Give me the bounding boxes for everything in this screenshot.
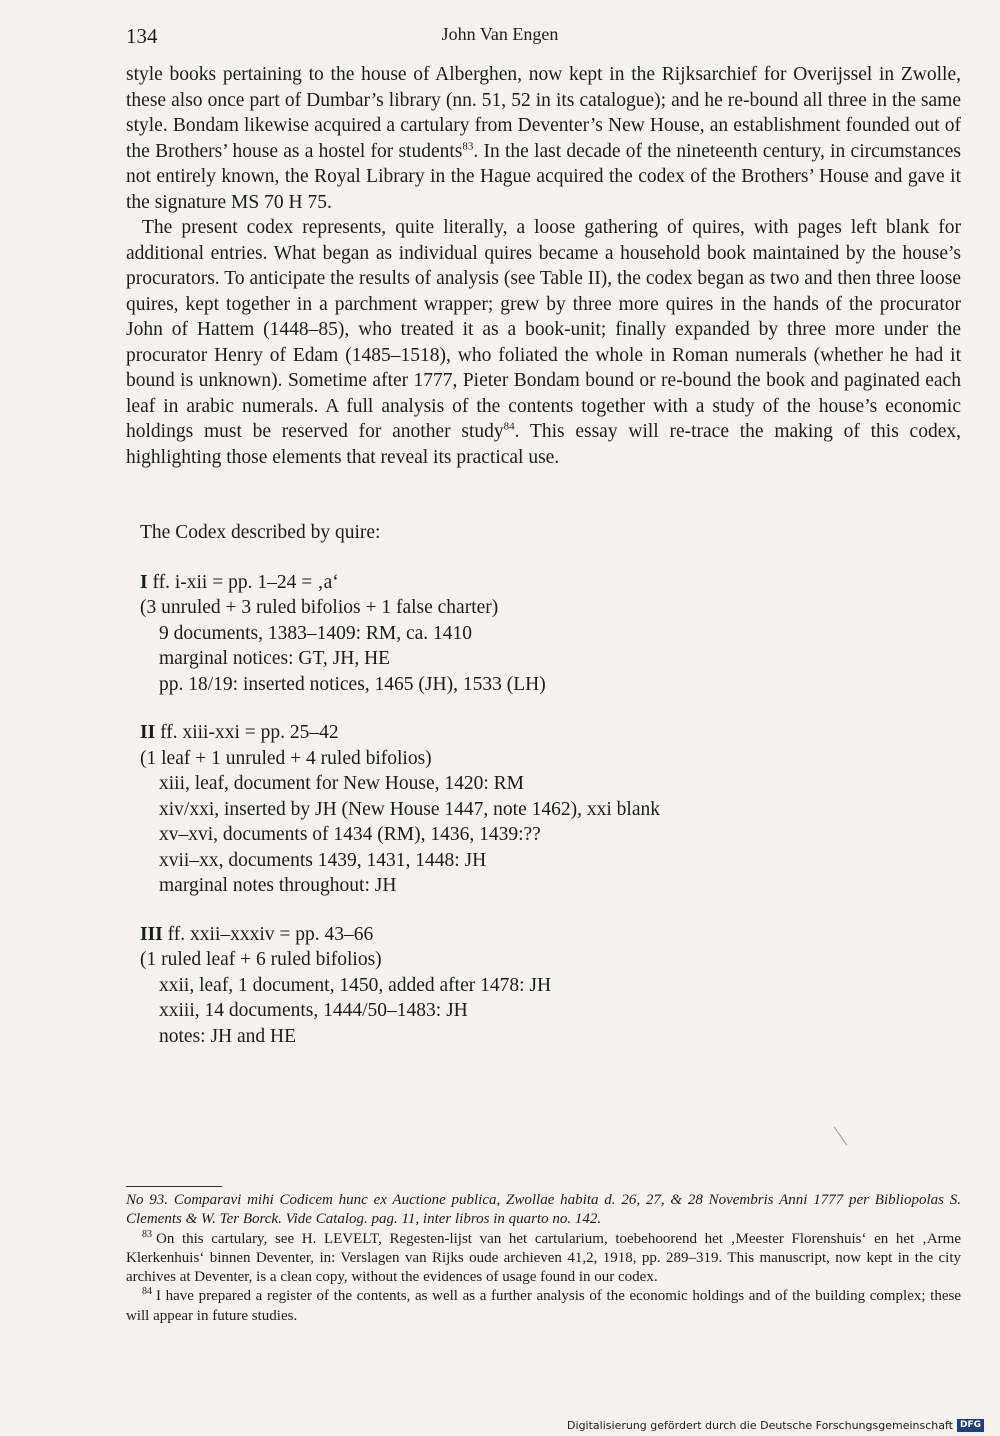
quire-numeral: III xyxy=(140,923,163,945)
quire-range: ff. xxii–xxxiv = pp. 43–66 xyxy=(162,923,374,945)
dfg-logo: DFG xyxy=(957,1419,984,1432)
quire-item: marginal notes throughout: JH xyxy=(159,875,397,896)
footnote-ref-83[interactable]: 83 xyxy=(462,140,474,152)
footnote-divider xyxy=(126,1186,222,1187)
footnote-number: 83 xyxy=(142,1228,152,1240)
quire-item: xxii, leaf, 1 document, 1450, added after 1478: JH xyxy=(159,974,552,996)
quire-1 xyxy=(140,570,940,698)
quire-numeral: II xyxy=(140,722,156,743)
quire-item: xvii–xx, documents 1439, 1431, 1448: JH xyxy=(159,849,487,871)
codex-description xyxy=(140,520,940,1072)
paragraph-1-text-a: style books pertaining to the house of Alberghen, now kept in the Rijksarchief for Overijssel in Zwolle, these also once part of Dumbar’s library (nn. 51, 52 in its catalogue); and he re-bound all three in the same style. Bondam likewise acquired a cartulary from Deventer’s New House, an establishment founded out of the Brothers’ house as a hostel for students xyxy=(126,64,961,162)
paragraph-2-text-b: . This essay will re-trace the making of this codex, highlighting those elements that reveal its practical use. xyxy=(126,421,961,468)
running-head: John Van Engen xyxy=(441,24,559,44)
footnote-84 xyxy=(126,1287,961,1326)
footnote-83 xyxy=(126,1230,961,1288)
quire-composition: (1 leaf + 1 unruled + 4 ruled bifolios) xyxy=(140,747,432,769)
digitization-credit xyxy=(567,1419,984,1432)
quire-item: 9 documents, 1383–1409: RM, ca. 1410 xyxy=(159,622,473,644)
quire-item: pp. 18/19: inserted notices, 1465 (JH), 1533 (LH) xyxy=(159,673,546,695)
footnote-text: I have prepared a register of the contents, as well as a further analysis of the economic holdings and of the building complex; these will appear in future studies. xyxy=(126,1288,961,1324)
quire-composition: (1 ruled leaf + 6 ruled bifolios) xyxy=(140,949,382,970)
quire-item: xv–xvi, documents of 1434 (RM), 1436, 1439:?? xyxy=(159,824,541,845)
paragraph-2-text-a: The present codex represents, quite literally, a loose gathering of quires, with pages left blank for additional entries. What began as individual quires became a household book maintained by the house’s procurators. To anticipate the results of analysis (see Table II), the codex began as two and then three loose quires, kept together in a parchment wrapper; grew by three more quires in the hands of the procurator John of Hattem (1448–85), who treated it as a book-unit; finally expanded by three more under the procurator Henry of Edam (1485–1518), who foliated the whole in Roman numerals (whether he had it bound is unknown). Sometime after 1777, Pieter Bondam bound or re-bound the book and paginated each leaf in arabic numerals. A full analysis of the contents together with a study of the house’s economic holdings must be reserved for another study xyxy=(126,217,961,442)
quire-range: ff. i-xii = pp. 1–24 = ‚a‘ xyxy=(147,571,339,593)
footnote-number: 84 xyxy=(142,1286,152,1298)
footnote-ref-84[interactable]: 84 xyxy=(503,420,515,433)
quire-item: xiii, leaf, document for New House, 1420: RM xyxy=(159,773,525,794)
quire-numeral: I xyxy=(140,571,148,593)
quire-heading xyxy=(140,570,940,596)
quire-3 xyxy=(140,922,940,1050)
paragraph-1 xyxy=(126,62,961,215)
quire-heading xyxy=(140,922,940,948)
quire-heading xyxy=(140,720,940,746)
codex-heading: The Codex described by quire: xyxy=(140,522,381,543)
quire-range: ff. xiii-xxi = pp. 25–42 xyxy=(155,722,339,743)
body-text xyxy=(126,62,961,470)
quire-item: notes: JH and HE xyxy=(159,1025,297,1047)
quire-composition: (3 unruled + 3 ruled bifolios + 1 false charter) xyxy=(140,597,499,618)
footnotes xyxy=(126,1191,961,1326)
quire-item: xiv/xxi, inserted by JH (New House 1447, note 1462), xxi blank xyxy=(159,798,660,820)
paragraph-2 xyxy=(126,215,961,470)
quire-2 xyxy=(140,720,940,899)
paragraph-1-text-b: . In the last decade of the nineteenth century, in circumstances not entirely known, the Royal Library in the Hague acquired the codex of the Brothers’ House and gave it the signature MS 70 H 75. xyxy=(126,140,961,213)
bleed-through-mark xyxy=(834,1127,847,1146)
footnote-continuation: No 93. Comparavi mihi Codicem hunc ex Auctione publica, Zwollae habita d. 26, 27, & 28 Novembris Anni 1777 per Bibliopolas S. Clements & W. Ter Borck. Vide Catalog. pag. 11, inter libros in quarto no. 142. xyxy=(126,1192,961,1228)
credit-text: Digitalisierung gefördert durch die Deutsche Forschungsgemeinschaft xyxy=(567,1419,953,1432)
quire-item: marginal notices: GT, JH, HE xyxy=(159,648,391,669)
page-number: 134 xyxy=(126,24,158,48)
footnote-text: On this cartulary, see H. LEVELT, Regesten-lijst van het cartularium, toebehoorend het ‚Meester Florenshuis‘ en het ‚Arme Klerkenhuis‘ binnen Deventer, in: Verslagen van Rijks oude archieven 41,2, 1918, pp. 289–319. This manuscript, now kept in the city archives at Deventer, is a clean copy, without the evidences of usage found in our codex. xyxy=(126,1230,961,1286)
quire-item: xxiii, 14 documents, 1444/50–1483: JH xyxy=(159,1000,468,1021)
